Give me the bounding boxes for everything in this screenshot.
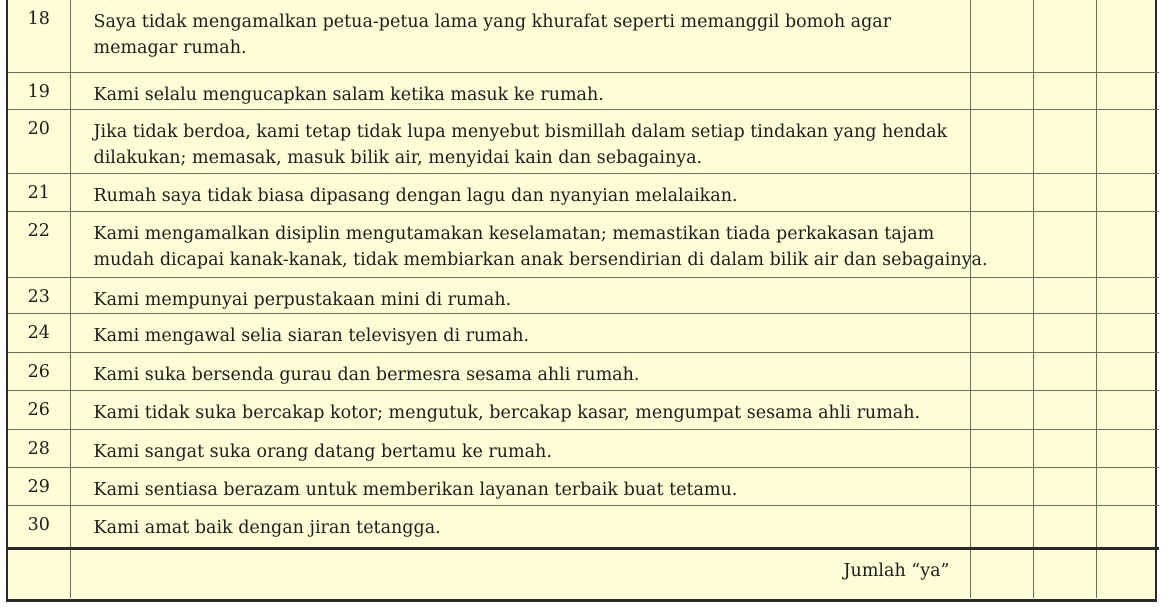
statement-line: Kami tidak suka bercakap kotor; mengutuk, bercakap kasar, mengumpat sesama ahli rumah. <box>93 402 921 423</box>
answer-cell[interactable] <box>970 390 1033 429</box>
answer-cell[interactable] <box>970 352 1033 390</box>
answer-cell[interactable] <box>1096 429 1159 467</box>
statement-line: Kami mengawal selia siaran televisyen di rumah. <box>93 325 530 346</box>
checklist-table <box>8 0 1159 598</box>
answer-cell[interactable] <box>1096 72 1159 109</box>
answer-cell[interactable] <box>1033 277 1096 313</box>
answer-cell[interactable] <box>1033 352 1096 390</box>
row-statement <box>70 429 970 467</box>
statement-line: mudah dicapai kanak-kanak, tidak membiarkan anak bersendirian di dalam bilik air dan sebagainya. <box>93 249 988 270</box>
table-row <box>8 72 1159 109</box>
total-label: Jumlah “ya” <box>70 548 970 598</box>
statement-line: Kami suka bersenda gurau dan bermesra sesama ahli rumah. <box>93 364 640 385</box>
answer-cell[interactable] <box>1033 0 1096 72</box>
table-row <box>8 429 1159 467</box>
row-number: 26 <box>8 390 70 429</box>
table-row <box>8 173 1159 211</box>
table-row <box>8 352 1159 390</box>
row-number: 28 <box>8 429 70 467</box>
row-statement <box>70 277 970 313</box>
answer-cell[interactable] <box>1096 467 1159 505</box>
row-statement <box>70 109 970 173</box>
row-number: 30 <box>8 505 70 548</box>
row-statement <box>70 0 970 72</box>
statement-line: Kami amat baik dengan jiran tetangga. <box>93 517 441 538</box>
row-statement <box>70 390 970 429</box>
statement-line: Kami sentiasa berazam untuk memberikan layanan terbaik buat tetamu. <box>93 479 738 500</box>
answer-cell[interactable] <box>970 467 1033 505</box>
answer-cell[interactable] <box>1033 390 1096 429</box>
checklist-sheet <box>6 0 1157 602</box>
row-statement <box>70 467 970 505</box>
answer-cell[interactable] <box>970 313 1033 352</box>
answer-cell[interactable] <box>970 109 1033 173</box>
answer-cell[interactable] <box>1096 352 1159 390</box>
row-statement <box>70 505 970 548</box>
total-number-cell <box>8 548 70 598</box>
statement-line: Rumah saya tidak biasa dipasang dengan lagu dan nyanyian melalaikan. <box>93 185 738 206</box>
row-statement <box>70 352 970 390</box>
row-number: 21 <box>8 173 70 211</box>
answer-cell[interactable] <box>1096 0 1159 72</box>
answer-cell[interactable] <box>1033 313 1096 352</box>
answer-cell[interactable] <box>970 0 1033 72</box>
statement-line: dilakukan; memasak, masuk bilik air, menyidai kain dan sebagainya. <box>93 147 703 168</box>
row-number: 19 <box>8 72 70 109</box>
statement-line: Jika tidak berdoa, kami tetap tidak lupa menyebut bismillah dalam setiap tindakan yang hendak <box>93 121 948 142</box>
total-cell[interactable] <box>970 548 1033 598</box>
row-statement <box>70 72 970 109</box>
row-number: 24 <box>8 313 70 352</box>
table-row <box>8 467 1159 505</box>
table-row <box>8 313 1159 352</box>
answer-cell[interactable] <box>970 72 1033 109</box>
row-statement <box>70 211 988 277</box>
answer-cell[interactable] <box>1033 109 1096 173</box>
statement-line: Kami mengamalkan disiplin mengutamakan keselamatan; memastikan tiada perkakasan tajam <box>93 223 935 244</box>
row-number: 20 <box>8 109 70 173</box>
answer-cell[interactable] <box>1033 429 1096 467</box>
answer-cell[interactable] <box>1033 72 1096 109</box>
answer-cell[interactable] <box>970 173 1033 211</box>
statement-line: Kami sangat suka orang datang bertamu ke rumah. <box>93 441 552 462</box>
row-statement <box>70 313 970 352</box>
answer-cell[interactable] <box>1096 390 1159 429</box>
answer-cell[interactable] <box>1096 109 1159 173</box>
statement-line: Kami mempunyai perpustakaan mini di rumah. <box>93 289 512 310</box>
answer-cell[interactable] <box>970 429 1033 467</box>
table-row <box>8 109 1159 173</box>
table-row <box>8 505 1159 548</box>
table-row <box>8 277 1159 313</box>
answer-cell[interactable] <box>1033 505 1096 548</box>
statement-line: Kami selalu mengucapkan salam ketika masuk ke rumah. <box>93 84 604 105</box>
answer-cell[interactable] <box>970 505 1033 548</box>
total-cell[interactable] <box>1033 548 1096 598</box>
table-row <box>8 390 1159 429</box>
table-row <box>8 211 1159 277</box>
answer-cell[interactable] <box>1033 211 1096 277</box>
row-statement <box>70 173 970 211</box>
row-number: 22 <box>8 211 70 277</box>
row-number: 23 <box>8 277 70 313</box>
total-cell[interactable] <box>1096 548 1159 598</box>
answer-cell[interactable] <box>1096 173 1159 211</box>
answer-cell[interactable] <box>1096 313 1159 352</box>
answer-cell[interactable] <box>1096 211 1159 277</box>
answer-cell[interactable] <box>1096 277 1159 313</box>
answer-cell[interactable] <box>1033 173 1096 211</box>
table-row <box>8 0 1159 72</box>
row-number: 26 <box>8 352 70 390</box>
total-row <box>8 548 1159 598</box>
row-number: 18 <box>8 0 70 72</box>
answer-cell[interactable] <box>1096 505 1159 548</box>
statement-line: memagar rumah. <box>93 38 247 58</box>
row-number: 29 <box>8 467 70 505</box>
statement-line: Saya tidak mengamalkan petua-petua lama yang khurafat seperti memanggil bomoh agar <box>93 12 892 32</box>
answer-cell[interactable] <box>1033 467 1096 505</box>
answer-cell[interactable] <box>970 277 1033 313</box>
